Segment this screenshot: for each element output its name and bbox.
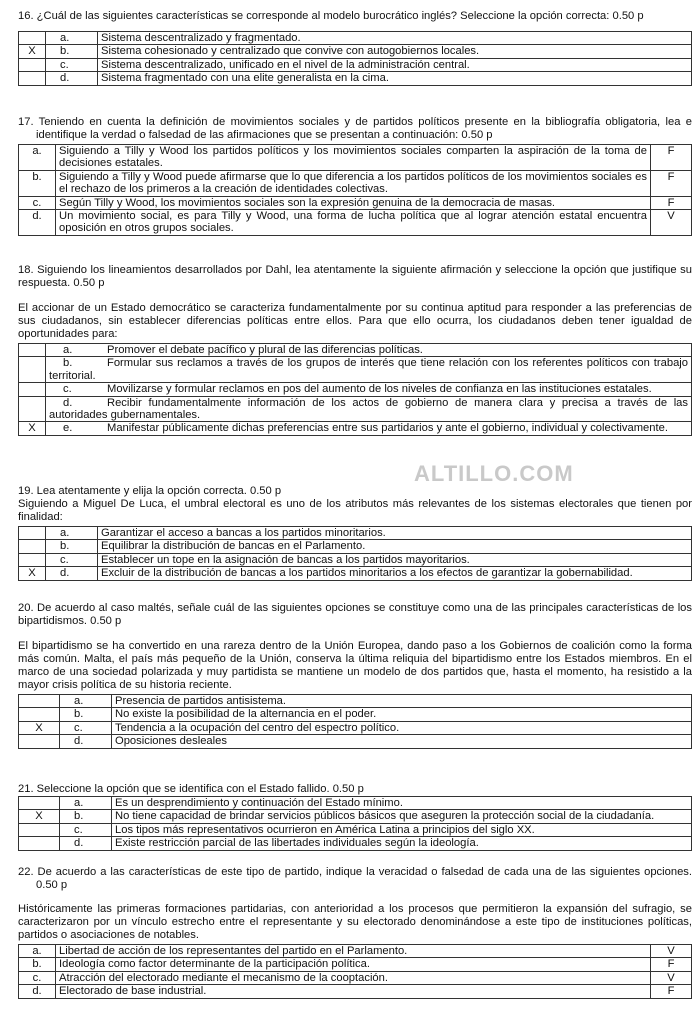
selection-mark — [19, 357, 46, 383]
option-letter: b. — [60, 810, 112, 823]
option-label: Movilizarse y formular reclamos en pos del aumento de los niveles de confianza en las instituciones estatales. — [107, 383, 652, 396]
option-row[interactable] — [19, 383, 692, 396]
question-22-text: 22. De acuerdo a las características de este tipo de partido, indique la veracidad o falsedad de cada una de las siguientes opciones. 0.50 p — [18, 866, 692, 891]
true-false-answer: F — [651, 985, 692, 998]
option-text: Es un desprendimiento y continuación del Estado mínimo. — [112, 797, 692, 810]
question-20-text: 20. De acuerdo al caso maltés, señale cuál de las siguientes opciones se constituye como una de las principales características de los bipartidismos. 0.50 p — [18, 602, 692, 627]
option-letter: d. — [46, 72, 98, 85]
option-letter: b. — [19, 958, 56, 971]
option-letter: c. — [60, 721, 112, 734]
option-letter: d. — [60, 837, 112, 850]
true-false-answer: F — [651, 145, 692, 171]
option-text: Establecer un tope en la asignación de bancas a los partidos mayoritarios. — [98, 553, 692, 566]
option-text: Sistema fragmentado con una elite generalista en la cima. — [98, 72, 692, 85]
option-letter: c. — [63, 383, 72, 396]
selection-mark — [19, 797, 60, 810]
option-text: Garantizar el acceso a bancas a los partidos minoritarios. — [98, 527, 692, 540]
question-18-text: 18. Siguiendo los lineamientos desarrollados por Dahl, lea atentamente la siguiente afirmación y seleccione la opción que justifique su respuesta. 0.50 p — [18, 264, 692, 289]
option-letter: d. — [19, 985, 56, 998]
option-text: Los tipos más representativos ocurrieron en América Latina a principios del siglo XX. — [112, 823, 692, 836]
option-letter: c. — [19, 196, 56, 209]
selection-mark — [19, 735, 60, 748]
question-20 — [18, 602, 692, 749]
option-text: Presencia de partidos antisistema. — [112, 695, 692, 708]
selection-mark — [19, 823, 60, 836]
option-text — [46, 344, 692, 357]
question-16 — [18, 10, 692, 86]
option-text: Equilibrar la distribución de bancas en el Parlamento. — [98, 540, 692, 553]
option-letter: e. — [63, 422, 73, 435]
selection-mark: X — [19, 567, 46, 580]
watermark-logo: ALTILLO.COM — [414, 461, 574, 486]
selection-mark — [19, 837, 60, 850]
question-18 — [18, 264, 692, 436]
option-letter: a. — [63, 344, 73, 356]
question-17-options — [18, 144, 692, 236]
option-row[interactable] — [19, 708, 692, 721]
option-text: Oposiciones desleales — [112, 735, 692, 748]
option-letter: a. — [46, 527, 98, 540]
option-letter: c. — [46, 553, 98, 566]
question-17 — [18, 116, 692, 236]
option-text: Existe restricción parcial de las libertades individuales según la ideología. — [112, 837, 692, 850]
option-row[interactable] — [19, 527, 692, 540]
option-letter: a. — [46, 32, 98, 45]
option-letter: a. — [60, 797, 112, 810]
option-text: Siguiendo a Tilly y Wood los partidos políticos y los movimientos sociales comparten la aspiración de la toma de decisiones estatales. — [56, 145, 651, 171]
question-22-options — [18, 944, 692, 999]
true-false-answer: V — [651, 945, 692, 958]
selection-mark: X — [19, 45, 46, 58]
option-row[interactable] — [19, 45, 692, 58]
question-21-text: 21. Seleccione la opción que se identifica con el Estado fallido. 0.50 p — [18, 783, 364, 795]
option-letter: b. — [46, 540, 98, 553]
true-false-answer: V — [651, 971, 692, 984]
question-19 — [18, 485, 692, 581]
option-row[interactable] — [19, 58, 692, 71]
selection-mark: X — [19, 422, 46, 435]
selection-mark — [19, 58, 46, 71]
option-text: Excluir de la distribución de bancas a los partidos minoritarios a los efectos de garantizar la gobernabilidad. — [98, 567, 692, 580]
option-letter: d. — [60, 735, 112, 748]
option-row[interactable] — [19, 553, 692, 566]
question-16-options — [18, 31, 692, 86]
option-text: Según Tilly y Wood, los movimientos sociales son la expresión genuina de la democracia de masas. — [56, 196, 651, 209]
option-text: Sistema descentralizado y fragmentado. — [98, 32, 692, 45]
option-text — [46, 396, 692, 422]
option-row[interactable] — [19, 196, 692, 209]
option-text: Sistema descentralizado, unificado en el nivel de la administración central. — [98, 58, 692, 71]
option-text: Ideología como factor determinante de la participación política. — [56, 958, 651, 971]
option-letter: b. — [19, 170, 56, 196]
option-row[interactable] — [19, 971, 692, 984]
option-letter: a. — [19, 145, 56, 171]
option-row[interactable] — [19, 810, 692, 823]
option-text: Libertad de acción de los representantes del partido en el Parlamento. — [56, 945, 651, 958]
option-row[interactable] — [19, 422, 692, 435]
true-false-answer: F — [651, 958, 692, 971]
option-letter: c. — [19, 971, 56, 984]
option-row[interactable] — [19, 170, 692, 196]
option-label: Recibir fundamentalmente información de los actos de gobierno de manera clara y precisa a través de las autoridades gubernamentales. — [49, 396, 688, 422]
option-row[interactable] — [19, 695, 692, 708]
option-row[interactable] — [19, 958, 692, 971]
question-22-paragraph: Históricamente las primeras formaciones partidarias, con anterioridad a los procesos que permitieron la expansión del sufragio, se caracterizaron por un vínculo estrecho entre el representante y su electorado denominándose a este tipo de instituciones políticas, partidos o asociaciones de notables. — [18, 903, 692, 941]
option-text: No tiene capacidad de brindar servicios públicos básicos que aseguren la protección social de la ciudadanía. — [112, 810, 692, 823]
option-text: Atracción del electorado mediante el mecanismo de la cooptación. — [56, 971, 651, 984]
question-22 — [18, 866, 692, 999]
option-text: Sistema cohesionado y centralizado que convive con autogobiernos locales. — [98, 45, 692, 58]
option-row[interactable] — [19, 540, 692, 553]
selection-mark: X — [19, 810, 60, 823]
option-text: Un movimiento social, es para Tilly y Wood, una forma de lucha política que al lograr atención estatal encuentra oposición en otros grupos sociales. — [56, 210, 651, 236]
true-false-answer: F — [651, 170, 692, 196]
selection-mark: X — [19, 721, 60, 734]
option-label: Manifestar públicamente dichas preferencias entre sus partidarios y ante el gobierno, individual y colectivamente. — [107, 422, 668, 435]
selection-mark — [19, 32, 46, 45]
option-letter: b. — [63, 357, 73, 370]
option-letter: c. — [60, 823, 112, 836]
option-row[interactable] — [19, 145, 692, 171]
option-letter: b. — [46, 45, 98, 58]
question-20-options — [18, 694, 692, 749]
question-19-paragraph: Siguiendo a Miguel De Luca, el umbral electoral es uno de los atributos más relevantes de los sistemas electorales que tienen por finalidad: — [18, 498, 692, 523]
selection-mark — [19, 383, 46, 396]
selection-mark — [19, 527, 46, 540]
option-letter: d. — [19, 210, 56, 236]
question-21-options — [18, 796, 692, 851]
selection-mark — [19, 695, 60, 708]
option-letter: b. — [60, 708, 112, 721]
selection-mark — [19, 553, 46, 566]
question-19-text: 19. Lea atentamente y elija la opción correcta. 0.50 p — [18, 485, 282, 497]
option-label: Formular sus reclamos a través de los grupos de interés que tiene relación con los referentes políticos con trabajo territorial. — [49, 357, 688, 382]
option-text: Siguiendo a Tilly y Wood puede afirmarse que lo que diferencia a los partidos políticos de los movimientos sociales es el rechazo de los primeros a la creación de identidades colectivas. — [56, 170, 651, 196]
option-letter: d. — [46, 567, 98, 580]
question-20-paragraph: El bipartidismo se ha convertido en una rareza dentro de la Unión Europea, dando paso a los Gobiernos de coalición como la forma más común. Malta, el país más pequeño de la Unión, conserva la última reliquia del bipartidismo entre los Estados miembros. En el marco de una sociedad polarizada y muy partidista se mantiene un modelo de dos partidos que, hasta el momento, ha resistido a la mayor crisis política de su historia reciente. — [18, 640, 692, 691]
question-19-options — [18, 526, 692, 581]
option-row[interactable] — [19, 837, 692, 850]
option-row[interactable] — [19, 945, 692, 958]
option-text — [46, 422, 692, 435]
option-row[interactable] — [19, 797, 692, 810]
question-17-text: 17. Teniendo en cuenta la definición de movimientos sociales y de partidos políticos presente en la bibliografía obligatoria, lea e identifique la verdad o falsedad de las afirmaciones que se presentan a continuación: 0.50 p — [18, 116, 692, 141]
option-text: Electorado de base industrial. — [56, 985, 651, 998]
option-letter: c. — [46, 58, 98, 71]
selection-mark — [19, 540, 46, 553]
option-row[interactable] — [19, 735, 692, 748]
option-row[interactable] — [19, 357, 692, 383]
option-row[interactable] — [19, 344, 692, 357]
selection-mark — [19, 396, 46, 422]
option-row[interactable] — [19, 396, 692, 422]
true-false-answer: F — [651, 196, 692, 209]
option-row[interactable] — [19, 72, 692, 85]
option-text — [46, 383, 692, 396]
option-letter: a. — [60, 695, 112, 708]
selection-mark — [19, 72, 46, 85]
true-false-answer: V — [651, 210, 692, 236]
option-text — [46, 357, 692, 383]
option-row[interactable] — [19, 32, 692, 45]
option-row[interactable] — [19, 823, 692, 836]
option-row[interactable] — [19, 721, 692, 734]
question-18-options — [18, 343, 692, 436]
option-row[interactable] — [19, 210, 692, 236]
option-text: No existe la posibilidad de la alternancia en el poder. — [112, 708, 692, 721]
question-16-text: 16. ¿Cuál de las siguientes características se corresponde al modelo burocrático inglés? Seleccione la opción correcta: 0.50 p — [18, 10, 644, 22]
option-row[interactable] — [19, 985, 692, 998]
option-letter: d. — [63, 396, 73, 409]
selection-mark — [19, 708, 60, 721]
question-18-paragraph: El accionar de un Estado democrático se caracteriza fundamentalmente por su continua aptitud para responder a las preferencias de sus ciudadanos, sin establecer diferencias políticas entre ellos. Para que ello ocurra, los ciudadanos deben tener igualdad de oportunidades para: — [18, 302, 692, 340]
option-text: Tendencia a la ocupación del centro del espectro político. — [112, 721, 692, 734]
selection-mark — [19, 344, 46, 357]
option-letter: a. — [19, 945, 56, 958]
question-21 — [18, 783, 692, 851]
option-row[interactable] — [19, 567, 692, 580]
option-label: Promover el debate pacífico y plural de las diferencias políticas. — [107, 344, 423, 356]
